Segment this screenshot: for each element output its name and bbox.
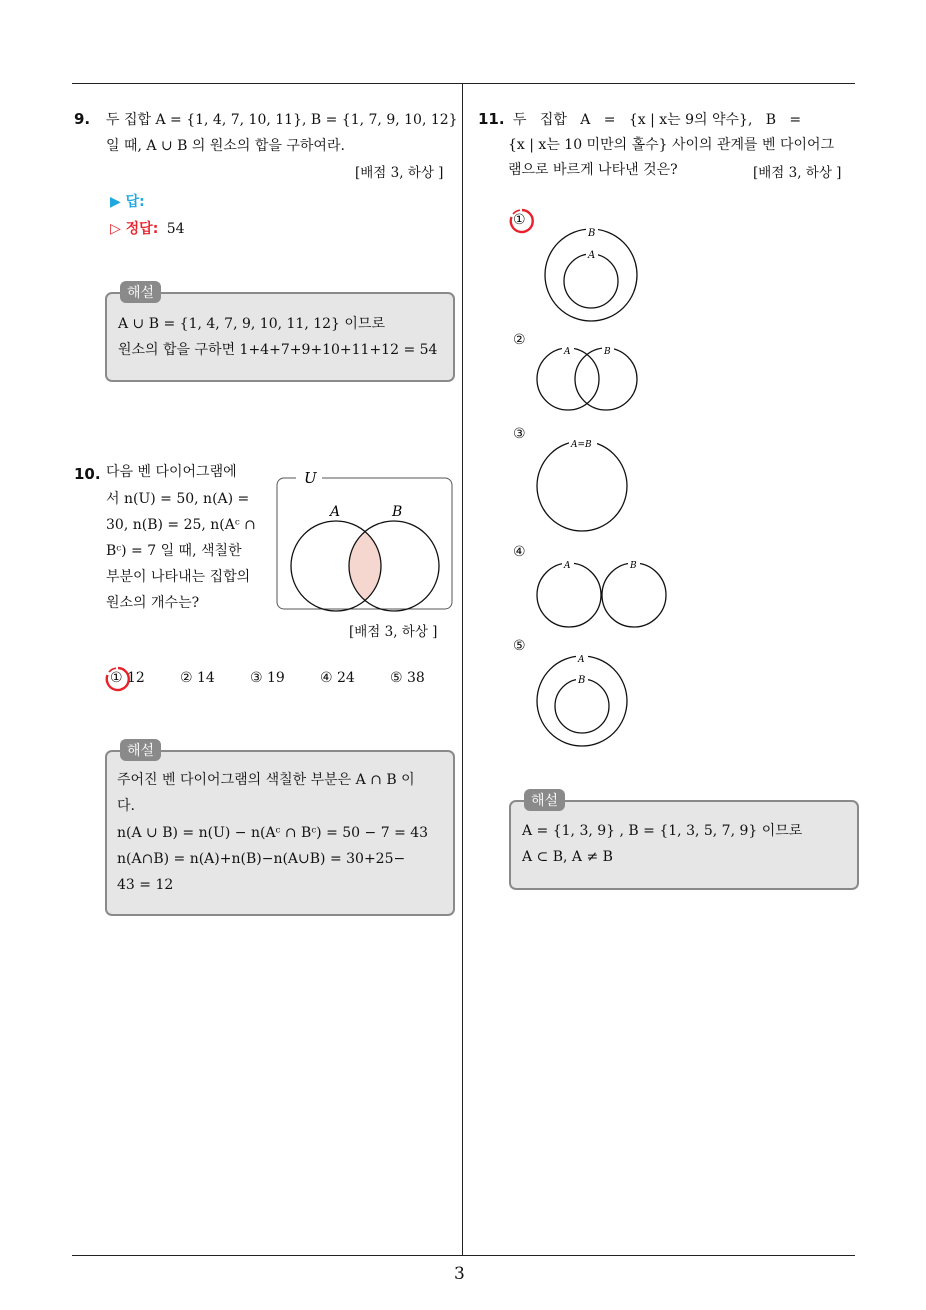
q10-line1: 다음 벤 다이어그램에: [106, 464, 237, 480]
q11-option-2-label-a: A: [564, 347, 571, 357]
q10-explanation-line1: 주어진 벤 다이어그램의 색칠한 부분은 A ∩ B 이: [117, 772, 415, 788]
q9-line2: 일 때, A ∪ B 의 원소의 합을 구하여라.: [106, 138, 345, 154]
q9-explanation-tag: 해설: [120, 281, 161, 303]
q11-option-3-mark[interactable]: ③: [513, 426, 526, 442]
q10-choice-2-value: 14: [197, 670, 215, 686]
top-rule: [72, 83, 855, 84]
q11-option-2-diagram: [532, 342, 642, 416]
q10-choice-3[interactable]: [250, 670, 285, 686]
q11-line1: 두 집합 A = {x | x는 9의 약수}, B =: [513, 112, 802, 128]
q10-number: 10.: [74, 465, 101, 483]
q11-option-3-diagram: [532, 435, 632, 535]
bottom-rule: [72, 1255, 855, 1256]
q10-choice-1-value: 12: [127, 670, 145, 686]
q11-option-1-label-b: B: [588, 228, 596, 239]
q10-choice-3-value: 19: [267, 670, 285, 686]
q10-choice-4[interactable]: [320, 670, 355, 686]
q10-set-b-label: B: [392, 504, 403, 520]
q9-line1: 두 집합 A = {1, 4, 7, 10, 11}, B = {1, 7, 9, 10, 12}: [106, 112, 458, 128]
q10-choice-1-mark: ①: [110, 670, 123, 686]
q10-source: [배점 3, 하상 ]: [349, 624, 438, 640]
q11-option-1-mark[interactable]: ①: [513, 212, 526, 228]
q10-explanation-tag: 해설: [120, 739, 161, 761]
q9-correct-label: ▷ 정답:: [110, 221, 159, 237]
q11-source: [배점 3, 하상 ]: [753, 165, 842, 181]
q10-line2: 서 n(U) = 50, n(A) =: [106, 491, 250, 507]
q9-explanation-line1: A ∪ B = {1, 4, 7, 9, 10, 11, 12} 이므로: [118, 316, 385, 332]
q11-option-5-diagram: [532, 650, 632, 750]
q11-option-4-diagram: [532, 556, 672, 630]
q10-line5: 부분이 나타내는 집합의: [106, 569, 251, 585]
q11-option-5-mark[interactable]: ⑤: [513, 638, 526, 654]
q10-choice-5[interactable]: [390, 670, 425, 686]
q9-source: [배점 3, 하상 ]: [355, 165, 444, 181]
q11-option-1-label-a: A: [588, 250, 596, 261]
q10-choice-2-mark: ②: [180, 670, 193, 686]
q11-explanation-tag: 해설: [524, 789, 565, 811]
q11-option-2-mark[interactable]: ②: [513, 332, 526, 348]
q11-option-2-label-b: B: [604, 347, 611, 357]
q10-set-a-label: A: [330, 504, 341, 520]
q10-choice-5-mark: ⑤: [390, 670, 403, 686]
q11-explanation-line2: A ⊂ B, A ≠ B: [522, 849, 613, 865]
q10-choice-3-mark: ③: [250, 670, 263, 686]
q10-choice-5-value: 38: [407, 670, 425, 686]
q9-answer-label: ▶ 답:: [110, 194, 145, 210]
q10-line6: 원소의 개수는?: [106, 595, 200, 611]
q9-explanation-line2: 원소의 합을 구하면 1+4+7+9+10+11+12 = 54: [118, 342, 438, 358]
q11-option-1-diagram: [540, 222, 640, 322]
q11-explanation-line1: A = {1, 3, 9} , B = {1, 3, 5, 7, 9} 이므로: [522, 823, 803, 839]
q11-line3: 램으로 바르게 나타낸 것은?: [508, 162, 678, 178]
q10-line3: 30, n(B) = 25, n(Aᶜ ∩: [106, 517, 256, 533]
q11-option-4-mark[interactable]: ④: [513, 544, 526, 560]
q10-explanation-line2: 다.: [117, 798, 135, 814]
q11-line2: {x | x는 10 미만의 홀수} 사이의 관계를 벤 다이어그: [508, 137, 835, 153]
q10-choice-2[interactable]: [180, 670, 215, 686]
q9-correct-value: 54: [166, 221, 185, 237]
q11-option-4-label-a: A: [564, 561, 571, 571]
q11-number: 11.: [478, 110, 505, 128]
q9-number: 9.: [74, 110, 91, 128]
q11-option-5-label-a: A: [578, 655, 585, 665]
q10-choice-4-value: 24: [337, 670, 355, 686]
q10-explanation-line3: n(A ∪ B) = n(U) − n(Aᶜ ∩ Bᶜ) = 50 − 7 = 43: [117, 825, 429, 841]
q11-option-5-label-b: B: [578, 675, 586, 686]
q10-universe-label: U: [304, 469, 317, 487]
q11-option-3-label: A=B: [571, 440, 592, 450]
q9-correct-row: [110, 218, 185, 238]
q10-choice-1[interactable]: [110, 670, 145, 686]
q10-explanation-line4: n(A∩B) = n(A)+n(B)−n(A∪B) = 30+25−: [117, 851, 406, 867]
q10-explanation-line5: 43 = 12: [117, 877, 174, 893]
q10-choice-4-mark: ④: [320, 670, 333, 686]
page-number: 3: [454, 1264, 465, 1284]
q10-line4: Bᶜ) = 7 일 때, 색칠한: [106, 543, 242, 559]
q10-venn-diagram: [274, 464, 456, 614]
column-divider: [462, 83, 463, 1256]
q11-option-4-label-b: B: [630, 561, 637, 571]
